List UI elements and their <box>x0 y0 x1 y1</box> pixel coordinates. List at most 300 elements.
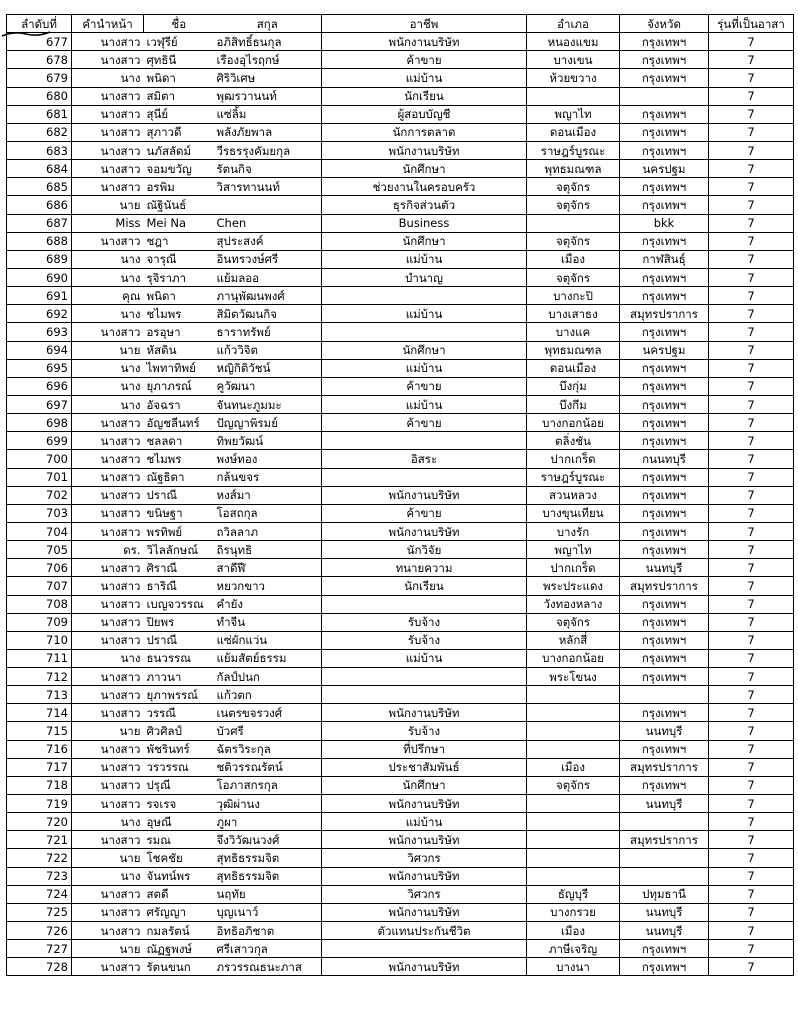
row-province: กรุงเทพฯ <box>620 377 709 395</box>
row-last-name: วุฒิผ่านง <box>214 795 322 813</box>
table-row <box>7 686 794 704</box>
row-last-name: ถวิลลาภ <box>214 522 322 540</box>
row-last-name: อิทธิอภิชาต <box>214 922 322 940</box>
row-occupation: แม่บ้าน <box>322 395 527 413</box>
row-number: 713 <box>7 686 72 704</box>
row-district: ห้วยขวาง <box>527 69 620 87</box>
row-title: นาย <box>72 196 144 214</box>
row-first-name: วรรณี <box>144 704 214 722</box>
row-generation: 7 <box>709 958 794 976</box>
table-row <box>7 268 794 286</box>
row-province: นนทบุรี <box>620 922 709 940</box>
row-last-name: นฤทัย <box>214 885 322 903</box>
row-district: เมือง <box>527 250 620 268</box>
row-last-name: หญิกิติวัชน์ <box>214 359 322 377</box>
table-row <box>7 613 794 631</box>
row-last-name: สุทธิธรรมจิต <box>214 849 322 867</box>
row-generation: 7 <box>709 740 794 758</box>
row-number: 719 <box>7 795 72 813</box>
row-district <box>527 849 620 867</box>
row-generation: 7 <box>709 813 794 831</box>
row-title: ดร. <box>72 541 144 559</box>
row-first-name: Mei Na <box>144 214 214 232</box>
row-first-name: ปรุณี <box>144 776 214 794</box>
row-last-name: ศิริวิเศษ <box>214 69 322 87</box>
row-occupation <box>322 940 527 958</box>
row-generation: 7 <box>709 123 794 141</box>
row-province: กรุงเทพฯ <box>620 141 709 159</box>
row-last-name: ธาราทรัพย์ <box>214 323 322 341</box>
row-last-name: วีรธรรุงคัมยกุล <box>214 141 322 159</box>
row-generation: 7 <box>709 341 794 359</box>
row-generation: 7 <box>709 595 794 613</box>
table-row <box>7 922 794 940</box>
row-district: จตุจักร <box>527 613 620 631</box>
row-occupation: พนักงานบริษัท <box>322 486 527 504</box>
row-generation: 7 <box>709 613 794 631</box>
row-district: บางเขน <box>527 51 620 69</box>
row-district <box>527 867 620 885</box>
row-district <box>527 795 620 813</box>
row-generation: 7 <box>709 522 794 540</box>
row-occupation: พนักงานบริษัท <box>322 33 527 51</box>
row-district <box>527 831 620 849</box>
table-row <box>7 958 794 976</box>
row-occupation: พนักงานบริษัท <box>322 867 527 885</box>
row-first-name: วิไลลักษณ์ <box>144 541 214 559</box>
row-district: จตุจักร <box>527 776 620 794</box>
row-title: นางสาว <box>72 432 144 450</box>
row-last-name: แย้มสัตย์ธรรม <box>214 649 322 667</box>
row-title: นางสาว <box>72 595 144 613</box>
row-province: กรุงเทพฯ <box>620 649 709 667</box>
row-number: 685 <box>7 178 72 196</box>
row-occupation: ตัวแทนประกันชีวิต <box>322 922 527 940</box>
row-last-name: ภรวรรณธนะภาส <box>214 958 322 976</box>
row-province: นนทบุรี <box>620 795 709 813</box>
row-province: กรุงเทพฯ <box>620 668 709 686</box>
row-province: ปทุมธานี <box>620 885 709 903</box>
table-row <box>7 649 794 667</box>
row-title: นางสาว <box>72 903 144 921</box>
row-occupation: Business <box>322 214 527 232</box>
row-first-name: รัตนขนก <box>144 958 214 976</box>
row-province <box>620 867 709 885</box>
row-last-name: จันทนะภูมมะ <box>214 395 322 413</box>
row-district: จตุจักร <box>527 178 620 196</box>
row-district: บางกรวย <box>527 903 620 921</box>
row-generation: 7 <box>709 849 794 867</box>
row-number: 703 <box>7 504 72 522</box>
row-number: 698 <box>7 414 72 432</box>
row-last-name: ทิพยวัฒน์ <box>214 432 322 450</box>
table-row <box>7 486 794 504</box>
row-title: นางสาว <box>72 504 144 522</box>
row-province: กรุงเทพฯ <box>620 232 709 250</box>
row-title: นางสาว <box>72 795 144 813</box>
row-occupation: แม่บ้าน <box>322 69 527 87</box>
row-title: นางสาว <box>72 686 144 704</box>
row-generation: 7 <box>709 450 794 468</box>
row-generation: 7 <box>709 414 794 432</box>
row-number: 690 <box>7 268 72 286</box>
table-row <box>7 740 794 758</box>
row-title: นางสาว <box>72 486 144 504</box>
row-occupation <box>322 287 527 305</box>
row-province: กรุงเทพฯ <box>620 33 709 51</box>
row-province: กรุงเทพฯ <box>620 123 709 141</box>
table-row <box>7 432 794 450</box>
row-generation: 7 <box>709 395 794 413</box>
row-number: 710 <box>7 631 72 649</box>
row-first-name: จารุณี <box>144 250 214 268</box>
row-first-name: ณัฐินันธ์ <box>144 196 214 214</box>
row-province: กรุงเทพฯ <box>620 268 709 286</box>
row-district: ราษฎร์บูรณะ <box>527 141 620 159</box>
row-generation: 7 <box>709 903 794 921</box>
row-title: นาย <box>72 341 144 359</box>
row-number: 700 <box>7 450 72 468</box>
row-generation: 7 <box>709 722 794 740</box>
row-occupation: แม่บ้าน <box>322 250 527 268</box>
table-row <box>7 631 794 649</box>
row-occupation: แม่บ้าน <box>322 305 527 323</box>
row-province: กรุงเทพฯ <box>620 541 709 559</box>
row-generation: 7 <box>709 922 794 940</box>
row-district: บางนา <box>527 958 620 976</box>
row-first-name: อรอุษา <box>144 323 214 341</box>
row-last-name: ภานุพัฒนพงศ์ <box>214 287 322 305</box>
row-last-name: คำยัง <box>214 595 322 613</box>
row-province: กรุงเทพฯ <box>620 414 709 432</box>
row-number: 684 <box>7 160 72 178</box>
row-first-name: ภาวนา <box>144 668 214 686</box>
row-last-name: Chen <box>214 214 322 232</box>
row-last-name: โอภาสกรกุล <box>214 776 322 794</box>
table-row <box>7 668 794 686</box>
table-row <box>7 541 794 559</box>
row-last-name: ชติวรรณรัตน์ <box>214 758 322 776</box>
row-province <box>620 849 709 867</box>
row-number: 725 <box>7 903 72 921</box>
row-district: บึงกึม <box>527 395 620 413</box>
row-occupation: รับจ้าง <box>322 722 527 740</box>
row-province: สมุทรปราการ <box>620 305 709 323</box>
row-first-name: พรทิพย์ <box>144 522 214 540</box>
row-first-name: ปราณี <box>144 631 214 649</box>
row-title: นางสาว <box>72 51 144 69</box>
row-title: นางสาว <box>72 522 144 540</box>
row-district: เมือง <box>527 922 620 940</box>
row-last-name: ภูผา <box>214 813 322 831</box>
row-first-name: ศุทธินี <box>144 51 214 69</box>
table-row <box>7 232 794 250</box>
row-first-name: เวฬุรีย์ <box>144 33 214 51</box>
row-number: 721 <box>7 831 72 849</box>
row-district: ดอนเมือง <box>527 123 620 141</box>
row-last-name: พงษ์ทอง <box>214 450 322 468</box>
row-district <box>527 214 620 232</box>
row-last-name: ฉัตรวิระกุล <box>214 740 322 758</box>
row-first-name: ศิวศิลป์ <box>144 722 214 740</box>
row-district: ธัญบุรี <box>527 885 620 903</box>
row-district: สวนหลวง <box>527 486 620 504</box>
row-district: บางแค <box>527 323 620 341</box>
row-province: กรุงเทพฯ <box>620 105 709 123</box>
table-row <box>7 522 794 540</box>
row-first-name: สุภาวดี <box>144 123 214 141</box>
row-province: กรุงเทพฯ <box>620 940 709 958</box>
row-province: กรุงเทพฯ <box>620 631 709 649</box>
row-generation: 7 <box>709 323 794 341</box>
row-first-name: รุจิราภา <box>144 268 214 286</box>
table-row <box>7 722 794 740</box>
row-generation: 7 <box>709 359 794 377</box>
row-district: บางเสาธง <box>527 305 620 323</box>
row-generation: 7 <box>709 196 794 214</box>
row-first-name: กมลรัตน์ <box>144 922 214 940</box>
header-last-name: สกุล <box>214 15 322 33</box>
row-number: 688 <box>7 232 72 250</box>
row-title: นางสาว <box>72 577 144 595</box>
table-row <box>7 51 794 69</box>
row-generation: 7 <box>709 795 794 813</box>
table-row <box>7 196 794 214</box>
row-province: กรุงเทพฯ <box>620 486 709 504</box>
table-row <box>7 504 794 522</box>
row-occupation: นักการตลาด <box>322 123 527 141</box>
row-generation: 7 <box>709 232 794 250</box>
row-first-name: ชฎา <box>144 232 214 250</box>
row-first-name: รจเรจ <box>144 795 214 813</box>
row-first-name: พนิดา <box>144 69 214 87</box>
row-province: นครปฐม <box>620 341 709 359</box>
row-number: 714 <box>7 704 72 722</box>
row-district: ตลิ่งชัน <box>527 432 620 450</box>
row-title: นาง <box>72 250 144 268</box>
table-row <box>7 33 794 51</box>
row-title: นางสาว <box>72 776 144 794</box>
row-generation: 7 <box>709 776 794 794</box>
row-title: นางสาว <box>72 758 144 776</box>
row-generation: 7 <box>709 51 794 69</box>
row-first-name: ศิราณี <box>144 559 214 577</box>
row-title: นางสาว <box>72 922 144 940</box>
row-first-name: ยุภาพรรณ์ <box>144 686 214 704</box>
table-row <box>7 214 794 232</box>
row-first-name: จอมขวัญ <box>144 160 214 178</box>
row-title: Miss <box>72 214 144 232</box>
table-row <box>7 69 794 87</box>
row-district: ราษฎร์บูรณะ <box>527 468 620 486</box>
row-number: 722 <box>7 849 72 867</box>
row-last-name: ปัญญาพิรมย์ <box>214 414 322 432</box>
row-title: นาง <box>72 305 144 323</box>
row-number: 694 <box>7 341 72 359</box>
row-first-name: อรพิม <box>144 178 214 196</box>
row-province: กรุงเทพฯ <box>620 432 709 450</box>
table-body <box>7 33 794 976</box>
row-province: กรุงเทพฯ <box>620 776 709 794</box>
row-title: นางสาว <box>72 178 144 196</box>
row-first-name: ปราณี <box>144 486 214 504</box>
row-title: นางสาว <box>72 141 144 159</box>
row-occupation: พนักงานบริษัท <box>322 795 527 813</box>
table-row <box>7 395 794 413</box>
header-district: อำเภอ <box>527 15 620 33</box>
row-generation: 7 <box>709 577 794 595</box>
row-last-name: เนตรขจรวงศ์ <box>214 704 322 722</box>
row-occupation: แม่บ้าน <box>322 359 527 377</box>
row-number: 711 <box>7 649 72 667</box>
row-title: นางสาว <box>72 559 144 577</box>
row-title: นางสาว <box>72 87 144 105</box>
row-occupation <box>322 686 527 704</box>
row-generation: 7 <box>709 831 794 849</box>
table-row <box>7 123 794 141</box>
row-district: บางขุนเทียน <box>527 504 620 522</box>
row-last-name: เรืองอุไรฤกษ์ <box>214 51 322 69</box>
row-province: กาฬสินธุ์ <box>620 250 709 268</box>
row-district: พุทธมณฑล <box>527 160 620 178</box>
table-row <box>7 141 794 159</box>
row-province: กรุงเทพฯ <box>620 395 709 413</box>
row-last-name: รัตนกิจ <box>214 160 322 178</box>
row-occupation: ค้าขาย <box>322 377 527 395</box>
row-number: 704 <box>7 522 72 540</box>
row-generation: 7 <box>709 758 794 776</box>
row-last-name: สุประสงค์ <box>214 232 322 250</box>
row-generation: 7 <box>709 69 794 87</box>
row-province: กรุงเทพฯ <box>620 178 709 196</box>
row-district: หลักสี่ <box>527 631 620 649</box>
row-generation: 7 <box>709 268 794 286</box>
row-last-name: โอสถกุล <box>214 504 322 522</box>
row-title: นางสาว <box>72 668 144 686</box>
row-first-name: พัชรินทร์ <box>144 740 214 758</box>
row-occupation: ค้าขาย <box>322 51 527 69</box>
row-occupation: พนักงานบริษัท <box>322 141 527 159</box>
row-district <box>527 704 620 722</box>
row-first-name: อัจฉรา <box>144 395 214 413</box>
row-first-name: ณัฏฐพงษ์ <box>144 940 214 958</box>
row-district: หนองแขม <box>527 33 620 51</box>
row-title: นางสาว <box>72 33 144 51</box>
row-province: กรุงเทพฯ <box>620 704 709 722</box>
row-generation: 7 <box>709 631 794 649</box>
row-occupation: รับจ้าง <box>322 613 527 631</box>
row-generation: 7 <box>709 305 794 323</box>
row-occupation: แม่บ้าน <box>322 649 527 667</box>
row-district: วังทองหลาง <box>527 595 620 613</box>
row-last-name <box>214 196 322 214</box>
row-title: นาย <box>72 722 144 740</box>
row-province: กรุงเทพฯ <box>620 613 709 631</box>
row-number: 686 <box>7 196 72 214</box>
row-district: พุทธมณฑล <box>527 341 620 359</box>
row-first-name: ขนิษฐา <box>144 504 214 522</box>
table-row <box>7 758 794 776</box>
row-province <box>620 87 709 105</box>
header-occupation: อาชีพ <box>322 15 527 33</box>
row-number: 702 <box>7 486 72 504</box>
row-number: 718 <box>7 776 72 794</box>
row-occupation: บำนาญ <box>322 268 527 286</box>
row-number: 687 <box>7 214 72 232</box>
row-number: 705 <box>7 541 72 559</box>
row-last-name: แย้มลออ <box>214 268 322 286</box>
row-generation: 7 <box>709 686 794 704</box>
row-occupation: ที่ปรึกษา <box>322 740 527 758</box>
row-last-name: แก้วตก <box>214 686 322 704</box>
row-first-name: อัญชลีนทร์ <box>144 414 214 432</box>
row-occupation: พนักงานบริษัท <box>322 831 527 849</box>
row-number: 691 <box>7 287 72 305</box>
row-province: กรุงเทพฯ <box>620 504 709 522</box>
row-last-name: แซ่ลิ้ม <box>214 105 322 123</box>
row-province: นครปฐม <box>620 160 709 178</box>
row-province: bkk <box>620 214 709 232</box>
row-number: 717 <box>7 758 72 776</box>
header-title: คำนำหน้า <box>72 15 144 33</box>
row-number: 707 <box>7 577 72 595</box>
table-row <box>7 849 794 867</box>
row-first-name: ยุภาภรณ์ <box>144 377 214 395</box>
row-number: 712 <box>7 668 72 686</box>
header-no: ลำดับที่ <box>7 15 72 33</box>
row-title: นางสาว <box>72 740 144 758</box>
row-number: 724 <box>7 885 72 903</box>
row-occupation: นักศึกษา <box>322 341 527 359</box>
row-occupation: พนักงานบริษัท <box>322 522 527 540</box>
row-title: นาย <box>72 849 144 867</box>
row-title: นางสาว <box>72 631 144 649</box>
row-first-name: สตดี <box>144 885 214 903</box>
row-occupation: นักวิจัย <box>322 541 527 559</box>
row-occupation: อิสระ <box>322 450 527 468</box>
row-district <box>527 813 620 831</box>
row-occupation: ทนายความ <box>322 559 527 577</box>
row-district: พระโขนง <box>527 668 620 686</box>
table-row <box>7 160 794 178</box>
row-province: สมุทรปราการ <box>620 577 709 595</box>
row-number: 727 <box>7 940 72 958</box>
row-district: ดอนเมือง <box>527 359 620 377</box>
table-row <box>7 468 794 486</box>
row-title: นางสาว <box>72 123 144 141</box>
row-title: นางสาว <box>72 704 144 722</box>
row-first-name: สมิตา <box>144 87 214 105</box>
row-district: จตุจักร <box>527 232 620 250</box>
table-row <box>7 577 794 595</box>
row-first-name: ณัฐธิดา <box>144 468 214 486</box>
row-province: กรุงเทพฯ <box>620 51 709 69</box>
row-title: นางสาว <box>72 450 144 468</box>
table-row <box>7 885 794 903</box>
row-title: นางสาว <box>72 105 144 123</box>
row-province <box>620 686 709 704</box>
row-last-name: หยวกขาว <box>214 577 322 595</box>
row-last-name: บัวศรี <box>214 722 322 740</box>
row-occupation: ผู้สอบบัญชี <box>322 105 527 123</box>
row-first-name: ไพทาทิพย์ <box>144 359 214 377</box>
row-title: นาง <box>72 649 144 667</box>
row-number: 708 <box>7 595 72 613</box>
row-number: 696 <box>7 377 72 395</box>
row-title: นางสาว <box>72 958 144 976</box>
row-last-name: สุทธิธรรมจิต <box>214 867 322 885</box>
row-first-name: ปิยพร <box>144 613 214 631</box>
